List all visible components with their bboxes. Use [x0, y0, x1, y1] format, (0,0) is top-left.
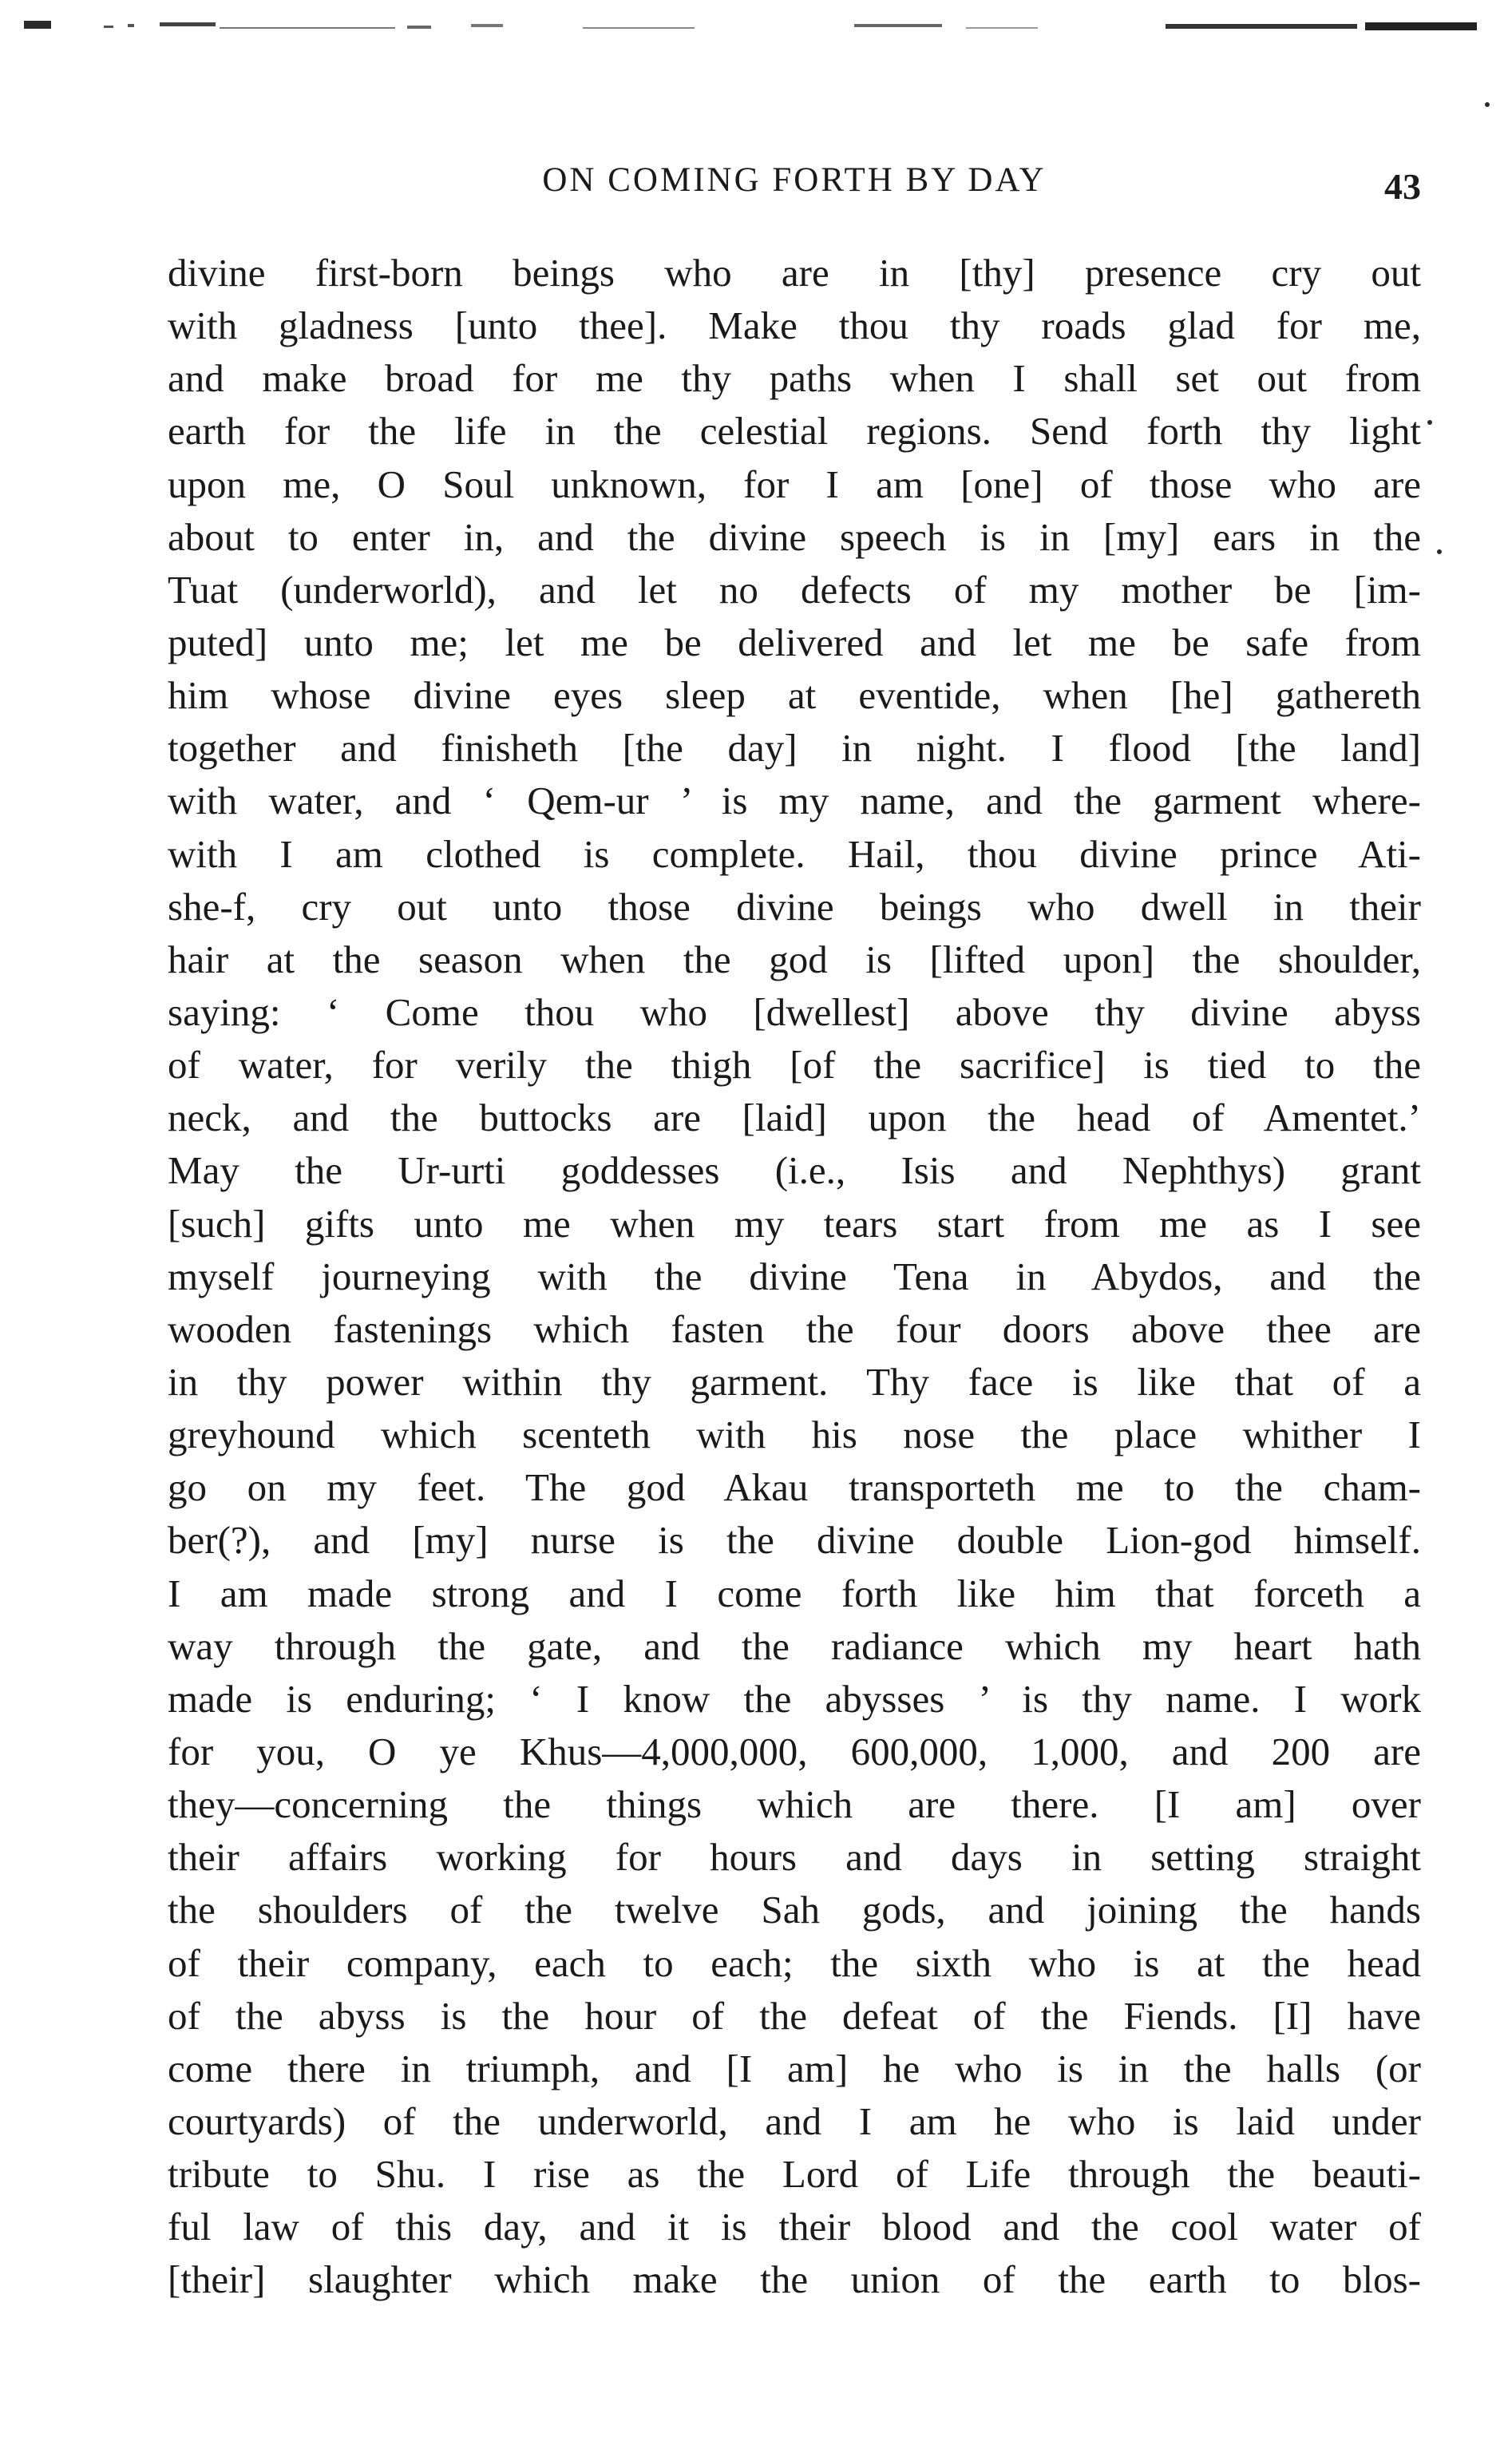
text-line: wooden fastenings which fasten the four doors above thee are	[168, 1306, 1421, 1351]
text-line: she-f, cry out unto those divine beings who dwell in their	[168, 884, 1421, 929]
text-line: [their] slaughter which make the union of the earth to blos-	[168, 2257, 1421, 2302]
text-line: with gladness [unto thee]. Make thou thy roads glad for me,	[168, 303, 1421, 348]
text-line: Tuat (underworld), and let no defects of my mother be [im-	[168, 567, 1421, 612]
text-line: of water, for verily the thigh [of the sacrifice] is tied to the	[168, 1043, 1421, 1088]
text-line: their affairs working for hours and days in setting straight	[168, 1835, 1421, 1880]
text-line: in thy power within thy garment. Thy face is like that of a	[168, 1359, 1421, 1404]
text-line: made is enduring; ‘ I know the abysses ’ is thy name. I work	[168, 1676, 1421, 1721]
text-line: saying: ‘ Come thou who [dwellest] above thy divine abyss	[168, 989, 1421, 1034]
body-text	[168, 247, 1421, 2306]
text-line: come there in triumph, and [I am] he who is in the halls (or	[168, 2046, 1421, 2090]
text-line: divine first-born beings who are in [thy] presence cry out	[168, 251, 1421, 295]
text-line: neck, and the buttocks are [laid] upon the head of Amentet.’	[168, 1096, 1421, 1140]
running-head	[168, 157, 1421, 207]
running-title: ON COMING FORTH BY DAY	[542, 161, 1047, 199]
text-line: for you, O ye Khus—4,000,000, 600,000, 1,000, and 200 are	[168, 1729, 1421, 1773]
text-line: ber(?), and [my] nurse is the divine double Lion-god himself.	[168, 1518, 1421, 1563]
text-line: they—concerning the things which are there. [I am] over	[168, 1782, 1421, 1827]
scan-speck	[1437, 549, 1442, 554]
text-line: tribute to Shu. I rise as the Lord of Life through the beauti-	[168, 2152, 1421, 2197]
text-line: courtyards) of the underworld, and I am he who is laid under	[168, 2098, 1421, 2143]
text-line: about to enter in, and the divine speech is in [my] ears in the	[168, 514, 1421, 559]
scan-speck	[1427, 420, 1432, 425]
text-line: May the Ur-urti goddesses (i.e., Isis and Nephthys) grant	[168, 1148, 1421, 1193]
text-line: ful law of this day, and it is their blood and the cool water of	[168, 2205, 1421, 2249]
text-line: myself journeying with the divine Tena in Abydos, and the	[168, 1254, 1421, 1298]
scan-speck	[1485, 102, 1490, 107]
text-line: earth for the life in the celestial regions. Send forth thy light	[168, 409, 1421, 454]
text-line: with I am clothed is complete. Hail, thou divine prince Ati-	[168, 831, 1421, 876]
text-line: [such] gifts unto me when my tears start from me as I see	[168, 1201, 1421, 1246]
text-line: I am made strong and I come forth like him that forceth a	[168, 1571, 1421, 1615]
text-line: puted] unto me; let me be delivered and let me be safe from	[168, 620, 1421, 664]
page-number: 43	[1384, 166, 1421, 207]
text-line: go on my feet. The god Akau transporteth me to the cham-	[168, 1465, 1421, 1510]
text-line: of their company, each to each; the sixth who is at the head	[168, 1940, 1421, 1985]
text-line: and make broad for me thy paths when I shall set out from	[168, 356, 1421, 401]
text-line: together and finisheth [the day] in night. I flood [the land]	[168, 726, 1421, 771]
text-line: greyhound which scenteth with his nose the place whither I	[168, 1413, 1421, 1457]
text-line: with water, and ‘ Qem-ur ’ is my name, and the garment where-	[168, 779, 1421, 823]
text-line: way through the gate, and the radiance which my heart hath	[168, 1623, 1421, 1668]
text-line: the shoulders of the twelve Sah gods, and joining the hands	[168, 1888, 1421, 1932]
text-line: upon me, O Soul unknown, for I am [one] of those who are	[168, 462, 1421, 506]
scan-artifact-strip	[24, 14, 1485, 46]
text-line: him whose divine eyes sleep at eventide, when [he] gathereth	[168, 673, 1421, 718]
text-line: hair at the season when the god is [lifted upon] the shoulder,	[168, 937, 1421, 981]
text-line: of the abyss is the hour of the defeat of the Fiends. [I] have	[168, 1993, 1421, 2038]
